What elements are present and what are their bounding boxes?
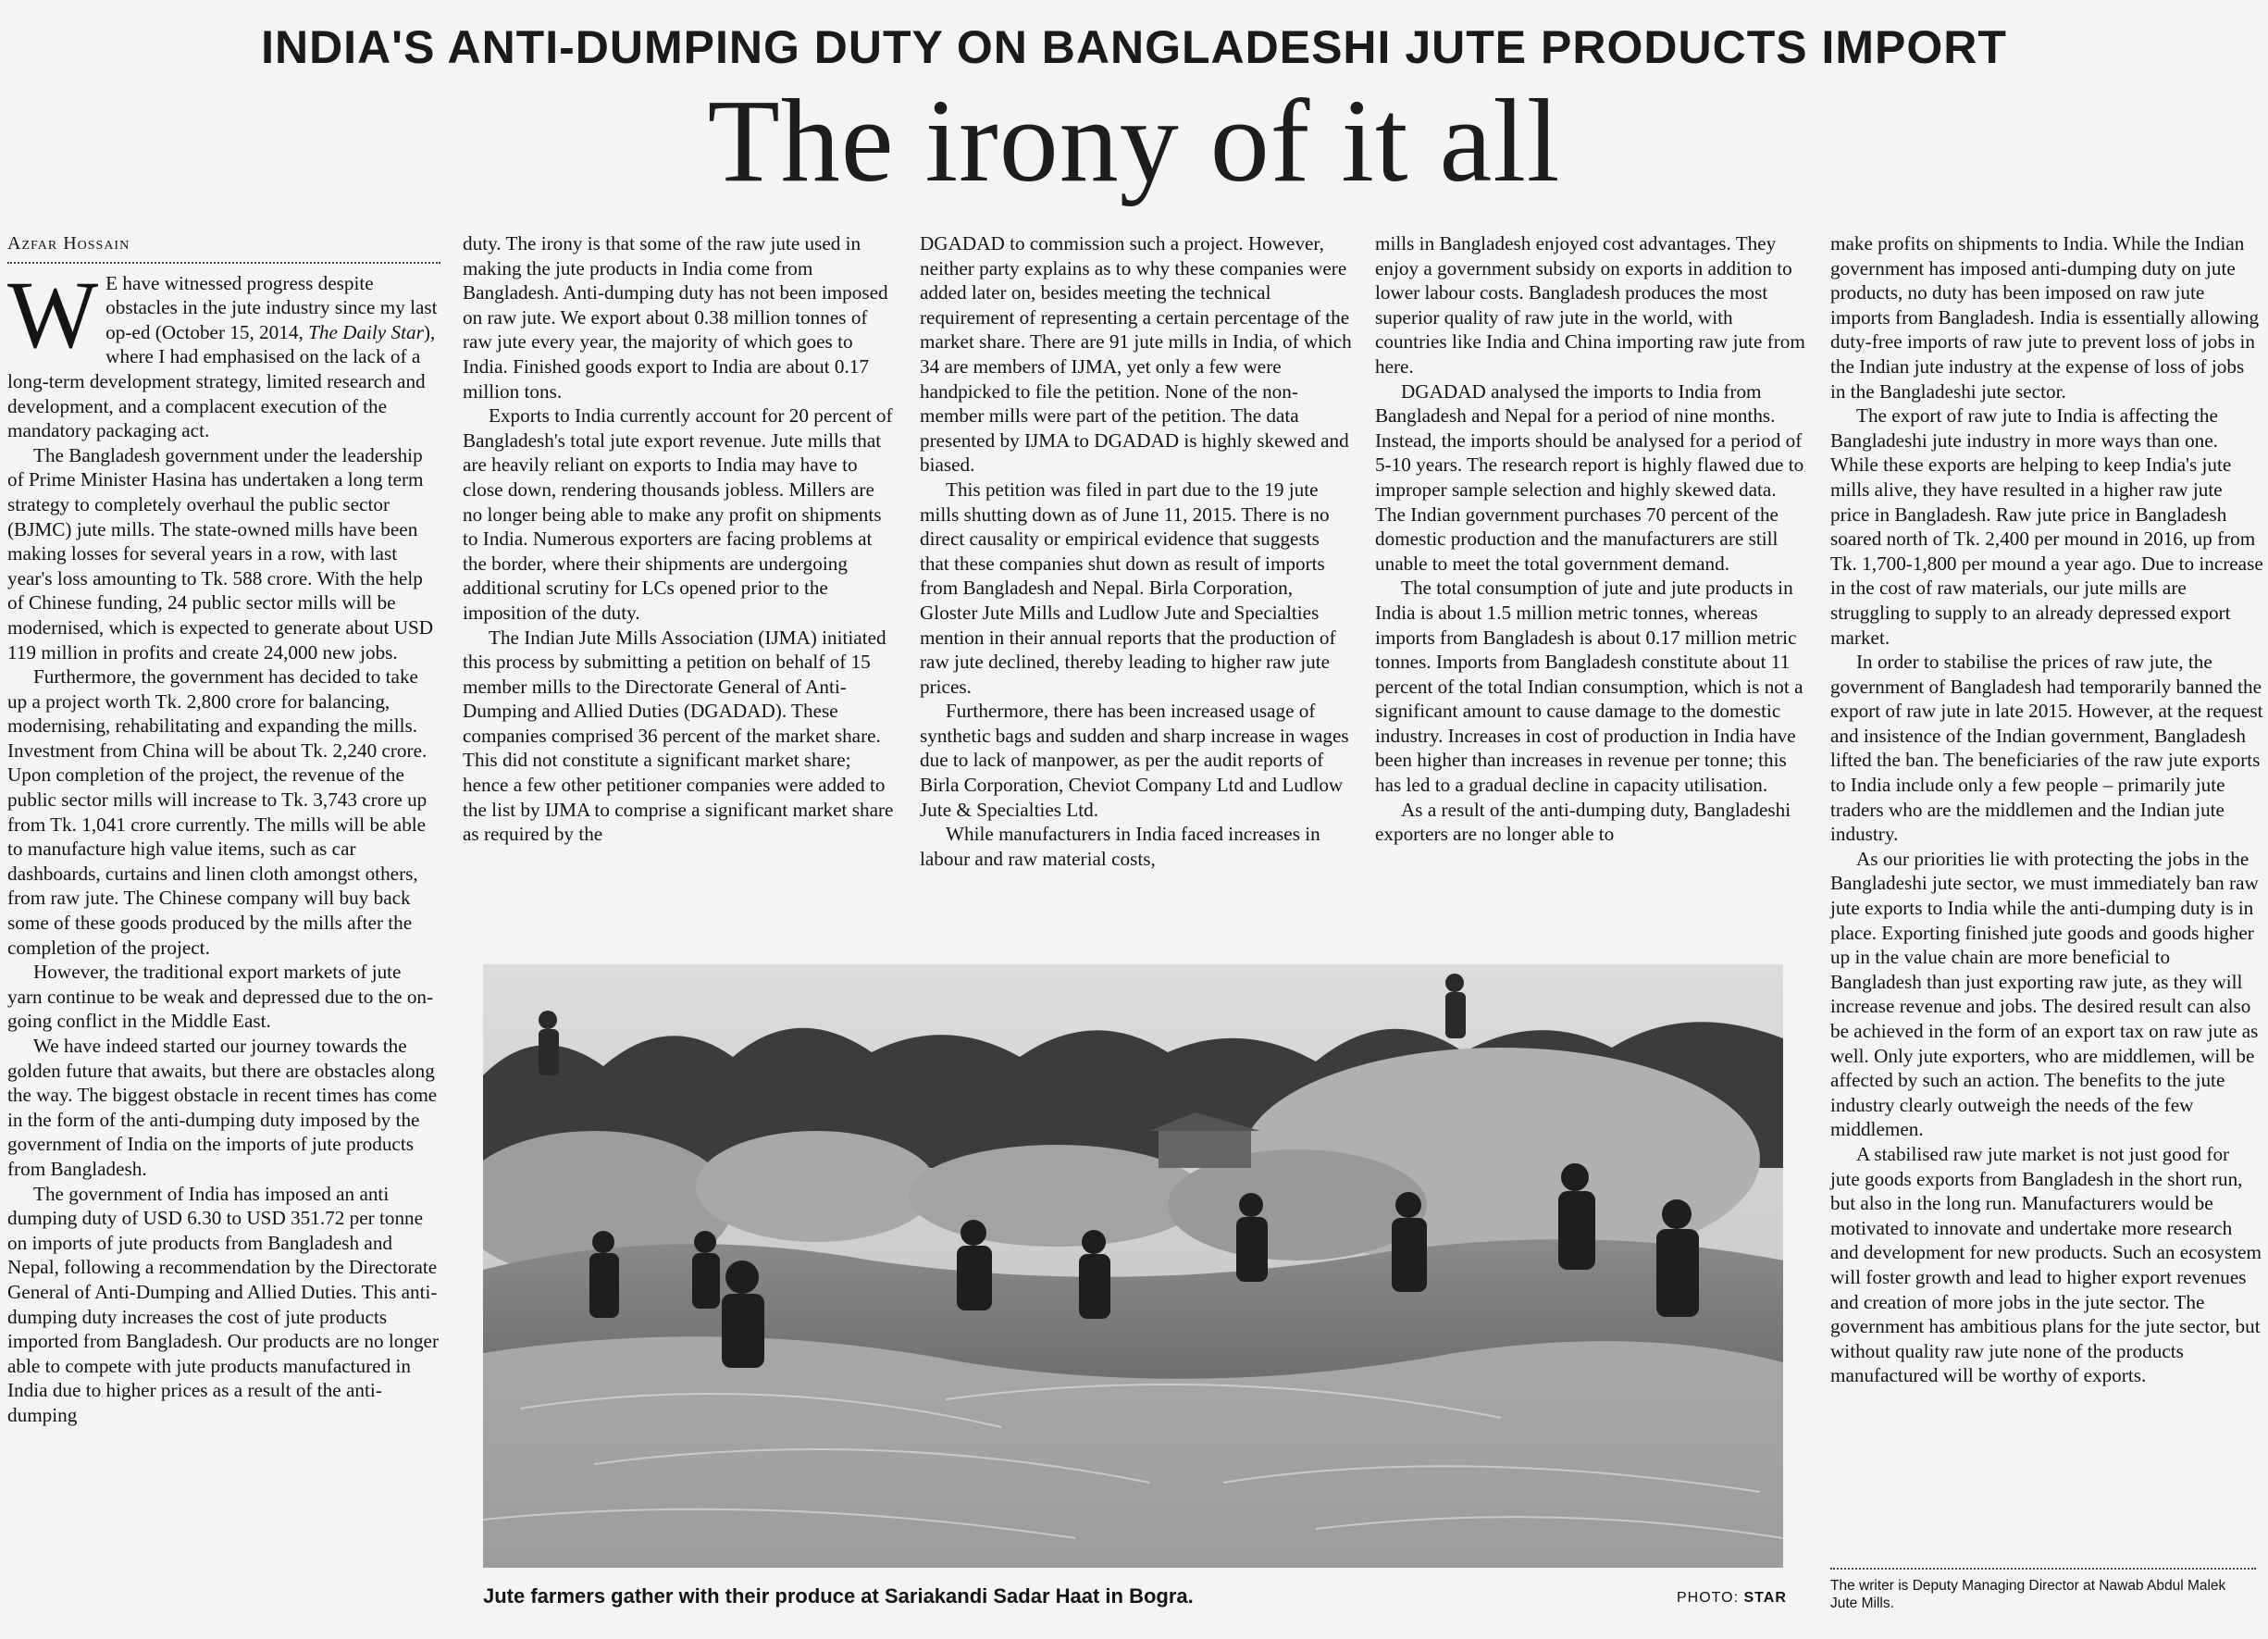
- photo-illustration: [483, 964, 1783, 1568]
- opening-paragraph: W E have witnessed progress despite obstacles in the jute industry since my last op-ed (October 15, 2014, The Daily Star), where I had emphasised on the lack of a long-term development strategy, limited research and development, and a complacent execution of the mandatory packaging act.: [7, 261, 438, 442]
- paragraph: The export of raw jute to India is affecting the Bangladeshi jute industry in more ways than one. While these exports are helping to keep India's jute mills alive, they have resulted in a higher raw jute price in Bangladesh. Raw jute price in Bangladesh soared north of Tk. 2,400 per mound in 2016, up from Tk. 1,700-1,800 per mound a year ago. Due to increase in the cost of raw materials, our jute mills are struggling to supply to an already depressed export market.: [1830, 404, 2263, 649]
- article-kicker: INDIA'S ANTI-DUMPING DUTY ON BANGLADESHI JUTE PRODUCTS IMPORT: [261, 21, 2007, 73]
- article-column-5: [1830, 231, 2263, 1564]
- paragraph: The Bangladesh government under the leadership of Prime Minister Hasina has undertaken a long term strategy to completely overhaul the public sector (BJMC) jute mills. The state-owned mills have been making losses for several years in a row, with last year's loss amounting to Tk. 588 crore. With the help of Chinese funding, 24 public sector mills will be modernised, which is expected to generate about USD 119 million in profits and create 24,000 new jobs.: [7, 443, 434, 664]
- paragraph: make profits on shipments to India. While the Indian government has imposed anti-dumping duty on jute products, no duty has been imposed on raw jute imports from Bangladesh. India is essentially allowing duty-free imports of raw jute to prevent loss of jobs in the Indian jute industry at the expense of loss of jobs in the Bangladeshi jute sector.: [1830, 232, 2260, 403]
- article-column-4: [1375, 231, 1808, 944]
- paragraph: duty. The irony is that some of the raw jute used in making the jute products in India come from Bangladesh. Anti-dumping duty has not been imposed on raw jute. We export about 0.38 million tonnes of raw jute every year, the majority of which goes to India. Finished goods export to India are about 0.17 million tons.: [463, 232, 888, 403]
- photo-credit: PHOTO: STAR: [1677, 1590, 1787, 1606]
- paragraph: The government of India has imposed an anti dumping duty of USD 6.30 to USD 351.72 per tonne on imports of jute products from Bangladesh and Nepal, following a recommendation by the Directorate General of Anti-Dumping and Allied Duties. This anti-dumping duty increases the cost of jute products imported from Bangladesh. Our products are no longer able to compete with jute products manufactured in India due to higher prices as a result of the anti-dumping: [7, 1182, 440, 1426]
- publication-name: The Daily Star: [308, 320, 424, 343]
- paragraph: A stabilised raw jute market is not just good for jute goods exports from Bangladesh in the short run, but also in the long run. Manufacturers would be motivated to innovate and undertake more research and development for new products. Such an ecosystem will foster growth and lead to higher export revenues and creation of more jobs in the jute sector. The government has ambitious plans for the jute sector, but without quality raw jute none of the products manufactured will be worthy of exports.: [1830, 1142, 2262, 1387]
- paragraph: DGADAD to commission such a project. However, neither party explains as to why these companies were added later on, besides meeting the technical requirement of representing a certain percentage of the market share. There are 91 jute mills in India, of which 34 are members of IJMA, yet only a few were handpicked to file the petition. None of the non-member mills were part of the petition. The data presented by IJMA to DGADAD is highly skewed and biased.: [920, 232, 1352, 477]
- paragraph: The total consumption of jute and jute products in India is about 1.5 million metric tonnes, whereas imports from Bangladesh is about 0.17 million metric tonnes. Imports from Bangladesh constitute about 11 percent of the total Indian consumption, which is not a significant amount to cause damage to the domestic industry. Increases in cost of production in India have been higher than increases in revenue per tonne; this has led to a gradual decline in capacity utilisation.: [1375, 577, 1803, 797]
- paragraph: We have indeed started our journey towards the golden future that awaits, but there are obstacles along the way. The biggest obstacle in recent times has come in the form of the anti-dumping duty imposed by the government of India on the imports of jute products from Bangladesh.: [7, 1035, 438, 1180]
- article-column-2: [463, 231, 896, 944]
- paragraph: The Indian Jute Mills Association (IJMA) initiated this process by submitting a petition on behalf of 15 member mills to the Directorate General of Anti-Dumping and Allied Duties (DGADAD). These companies comprised 36 percent of the market share. This did not constitute a significant market share; hence a few other petitioner companies were added to the list by IJMA to comprise a significant market share as required by the: [463, 626, 894, 846]
- paragraph: While manufacturers in India faced increases in labour and raw material costs,: [920, 823, 1320, 870]
- photo-credit-source: STAR: [1743, 1590, 1787, 1606]
- paragraph: As a result of the anti-dumping duty, Bangladeshi exporters are no longer able to: [1375, 798, 1791, 846]
- paragraph: As our priorities lie with protecting the jobs in the Bangladeshi jute sector, we must immediately ban raw jute exports to India while the anti-dumping duty is in place. Exporting finished jute goods and goods higher up in the value chain are more beneficial to Bangladesh than just exporting raw jute, as they will increase revenue and jobs. The desired result can also be achieved in the form of an export tax on raw jute as well. Only jute exporters, who are middlemen, will be affected by such an action. The benefits to the jute industry clearly outweigh the needs of the few middlemen.: [1830, 847, 2259, 1141]
- paragraph: This petition was filed in part due to the 19 jute mills shutting down as of June 11, 2015. There is no direct causality or empirical evidence that suggests that these companies shut down as result of imports from Bangladesh and Nepal. Birla Corporation, Gloster Jute Mills and Ludlow Jute and Specialties mention in their annual reports that the production of raw jute declined, thereby leading to higher raw jute prices.: [920, 478, 1336, 698]
- article-headline: The irony of it all: [707, 75, 1561, 206]
- paragraph: DGADAD analysed the imports to India from Bangladesh and Nepal for a period of nine months. Instead, the imports should be analysed for a period of 5-10 years. The research report is highly flawed due to improper sample selection and highly skewed data. The Indian government purchases 70 percent of the domestic production and the manufacturers are still unable to meet the total government demand.: [1375, 379, 1804, 575]
- drop-cap: W: [7, 261, 99, 368]
- paragraph: Furthermore, the government has decided to take up a project worth Tk. 2,800 crore for balancing, modernising, rehabilitating and expanding the mills. Investment from China will be about Tk. 2,240 crore. Upon completion of the project, the revenue of the public sector mills will increase to Tk. 3,743 crore up from Tk. 1,041 crore currently. The mills will be able to manufacture high value items, such as car dashboards, curtains and linen cloth amongst others, from raw jute. The Chinese company will buy back some of these goods produced by the mills after the completion of the project.: [7, 665, 428, 959]
- paragraph: mills in Bangladesh enjoyed cost advantages. They enjoy a government subsidy on exports in addition to lower labour costs. Bangladesh produces the most superior quality of raw jute in the world, with countries like India and China importing raw jute from here.: [1375, 232, 1805, 378]
- article-column-1: [7, 231, 440, 1629]
- article-column-3: [920, 231, 1353, 944]
- paragraph: In order to stabilise the prices of raw jute, the government of Bangladesh had temporarily banned the export of raw jute in late 2015. However, at the request and insistence of the Indian government, Bangladesh lifted the ban. The beneficiaries of the raw jute exports to India include only a few people – primarily jute traders who are the middlemen and the Indian jute industry.: [1830, 651, 2263, 846]
- paragraph: Exports to India currently account for 20 percent of Bangladesh's total jute export revenue. Jute mills that are heavily reliant on exports to India may have to close down, rendering thousands jobless. Millers are no longer being able to make any profit on shipments to India. Numerous exporters are facing problems at the border, where their shipments are undergoing additional scrutiny for LCs opened prior to the imposition of the duty.: [463, 404, 893, 624]
- byline: Azfar Hossain: [7, 231, 440, 264]
- author-note: The writer is Deputy Managing Director at Nawab Abdul Malek Jute Mills.: [1830, 1568, 2256, 1612]
- jute-market-photo: [483, 964, 1783, 1568]
- paragraph: Furthermore, there has been increased usage of synthetic bags and sudden and sharp increase in wages due to lack of manpower, as per the audit reports of Birla Corporation, Cheviot Company Ltd and Ludlow Jute & Specialties Ltd.: [920, 700, 1349, 821]
- paragraph: However, the traditional export markets of jute yarn continue to be weak and depressed due to the on-going conflict in the Middle East.: [7, 961, 434, 1033]
- photo-caption: Jute farmers gather with their produce at Sariakandi Sadar Haat in Bogra.: [483, 1584, 1194, 1608]
